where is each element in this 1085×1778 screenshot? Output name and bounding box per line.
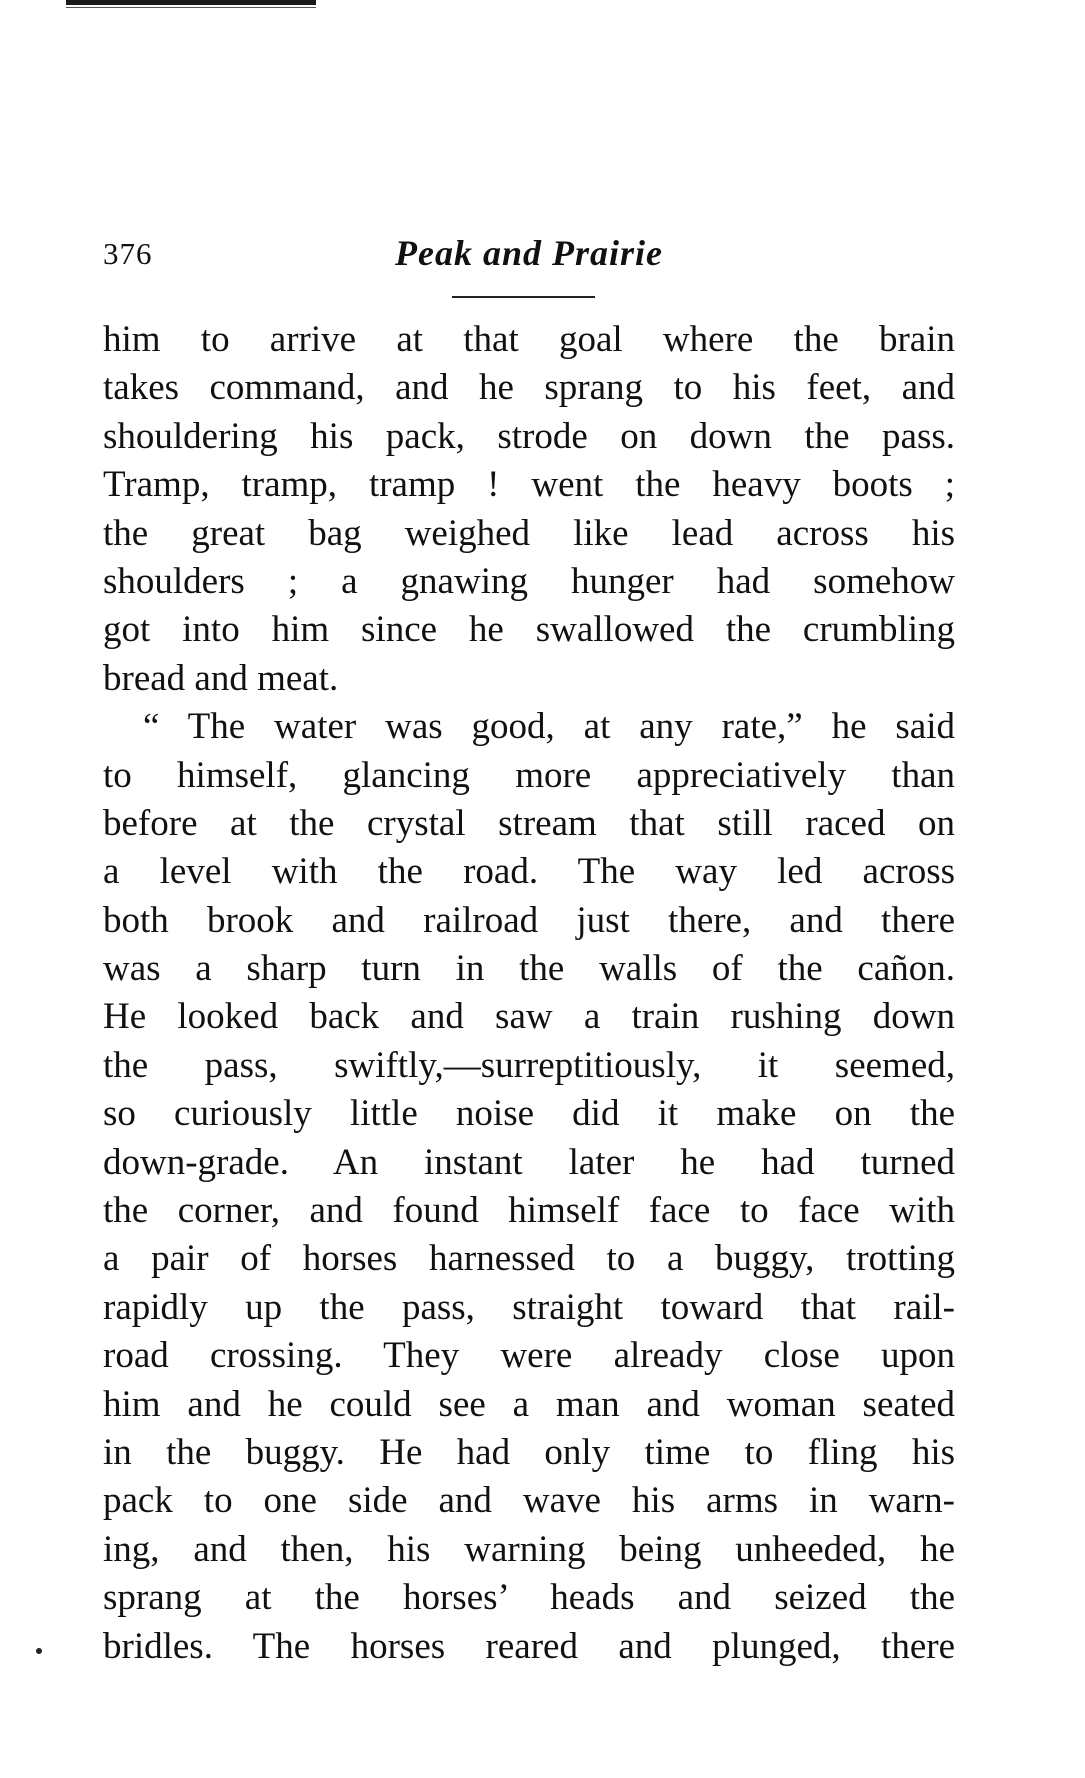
text-line: shoulders ; a gnawing hunger had somehow bbox=[103, 560, 955, 602]
text-line: both brook and railroad just there, and there bbox=[103, 899, 955, 941]
text-line: pack to one side and wave his arms in warn- bbox=[103, 1480, 955, 1522]
text-line: Tramp, tramp, tramp ! went the heavy boots ; bbox=[103, 464, 955, 506]
text-line: in the buggy. He had only time to fling his bbox=[103, 1431, 955, 1473]
text-line: ing, and then, his warning being unheeded, he bbox=[103, 1528, 955, 1570]
text-line: the corner, and found himself face to face with bbox=[103, 1190, 955, 1232]
header-rule bbox=[452, 296, 595, 298]
text-line: a pair of horses harnessed to a buggy, trotting bbox=[103, 1238, 955, 1280]
text-line: shouldering his pack, strode on down the pass. bbox=[103, 415, 955, 457]
body-text bbox=[103, 316, 955, 1671]
top-edge-rule bbox=[66, 0, 316, 8]
text-line: bridles. The horses reared and plunged, there bbox=[103, 1625, 955, 1667]
text-line: him and he could see a man and woman seated bbox=[103, 1383, 955, 1425]
text-line: the pass, swiftly,—surreptitiously, it seemed, bbox=[103, 1044, 955, 1086]
text-line: “ The water was good, at any rate,” he said bbox=[143, 706, 955, 748]
text-line: down-grade. An instant later he had turned bbox=[103, 1141, 955, 1183]
text-line: to himself, glancing more appreciatively than bbox=[103, 754, 955, 796]
text-line: bread and meat. bbox=[103, 657, 339, 699]
text-line: sprang at the horses’ heads and seized the bbox=[103, 1577, 955, 1619]
text-line: the great bag weighed like lead across his bbox=[103, 512, 955, 554]
text-line: was a sharp turn in the walls of the cañon. bbox=[103, 948, 955, 990]
margin-ink-speck bbox=[36, 1648, 42, 1654]
text-line: rapidly up the pass, straight toward that rail- bbox=[103, 1286, 955, 1328]
running-head bbox=[103, 232, 955, 282]
text-line: before at the crystal stream that still raced on bbox=[103, 802, 955, 844]
text-line: got into him since he swallowed the crumbling bbox=[103, 609, 955, 651]
text-line: so curiously little noise did it make on the bbox=[103, 1093, 955, 1135]
text-line: takes command, and he sprang to his feet, and bbox=[103, 367, 955, 409]
text-line: him to arrive at that goal where the brain bbox=[103, 319, 955, 360]
text-line: He looked back and saw a train rushing down bbox=[103, 996, 955, 1038]
page-number: 376 bbox=[103, 236, 153, 271]
running-title: Peak and Prairie bbox=[395, 233, 663, 273]
text-line: a level with the road. The way led across bbox=[103, 851, 955, 893]
text-line: road crossing. They were already close upon bbox=[103, 1335, 955, 1377]
